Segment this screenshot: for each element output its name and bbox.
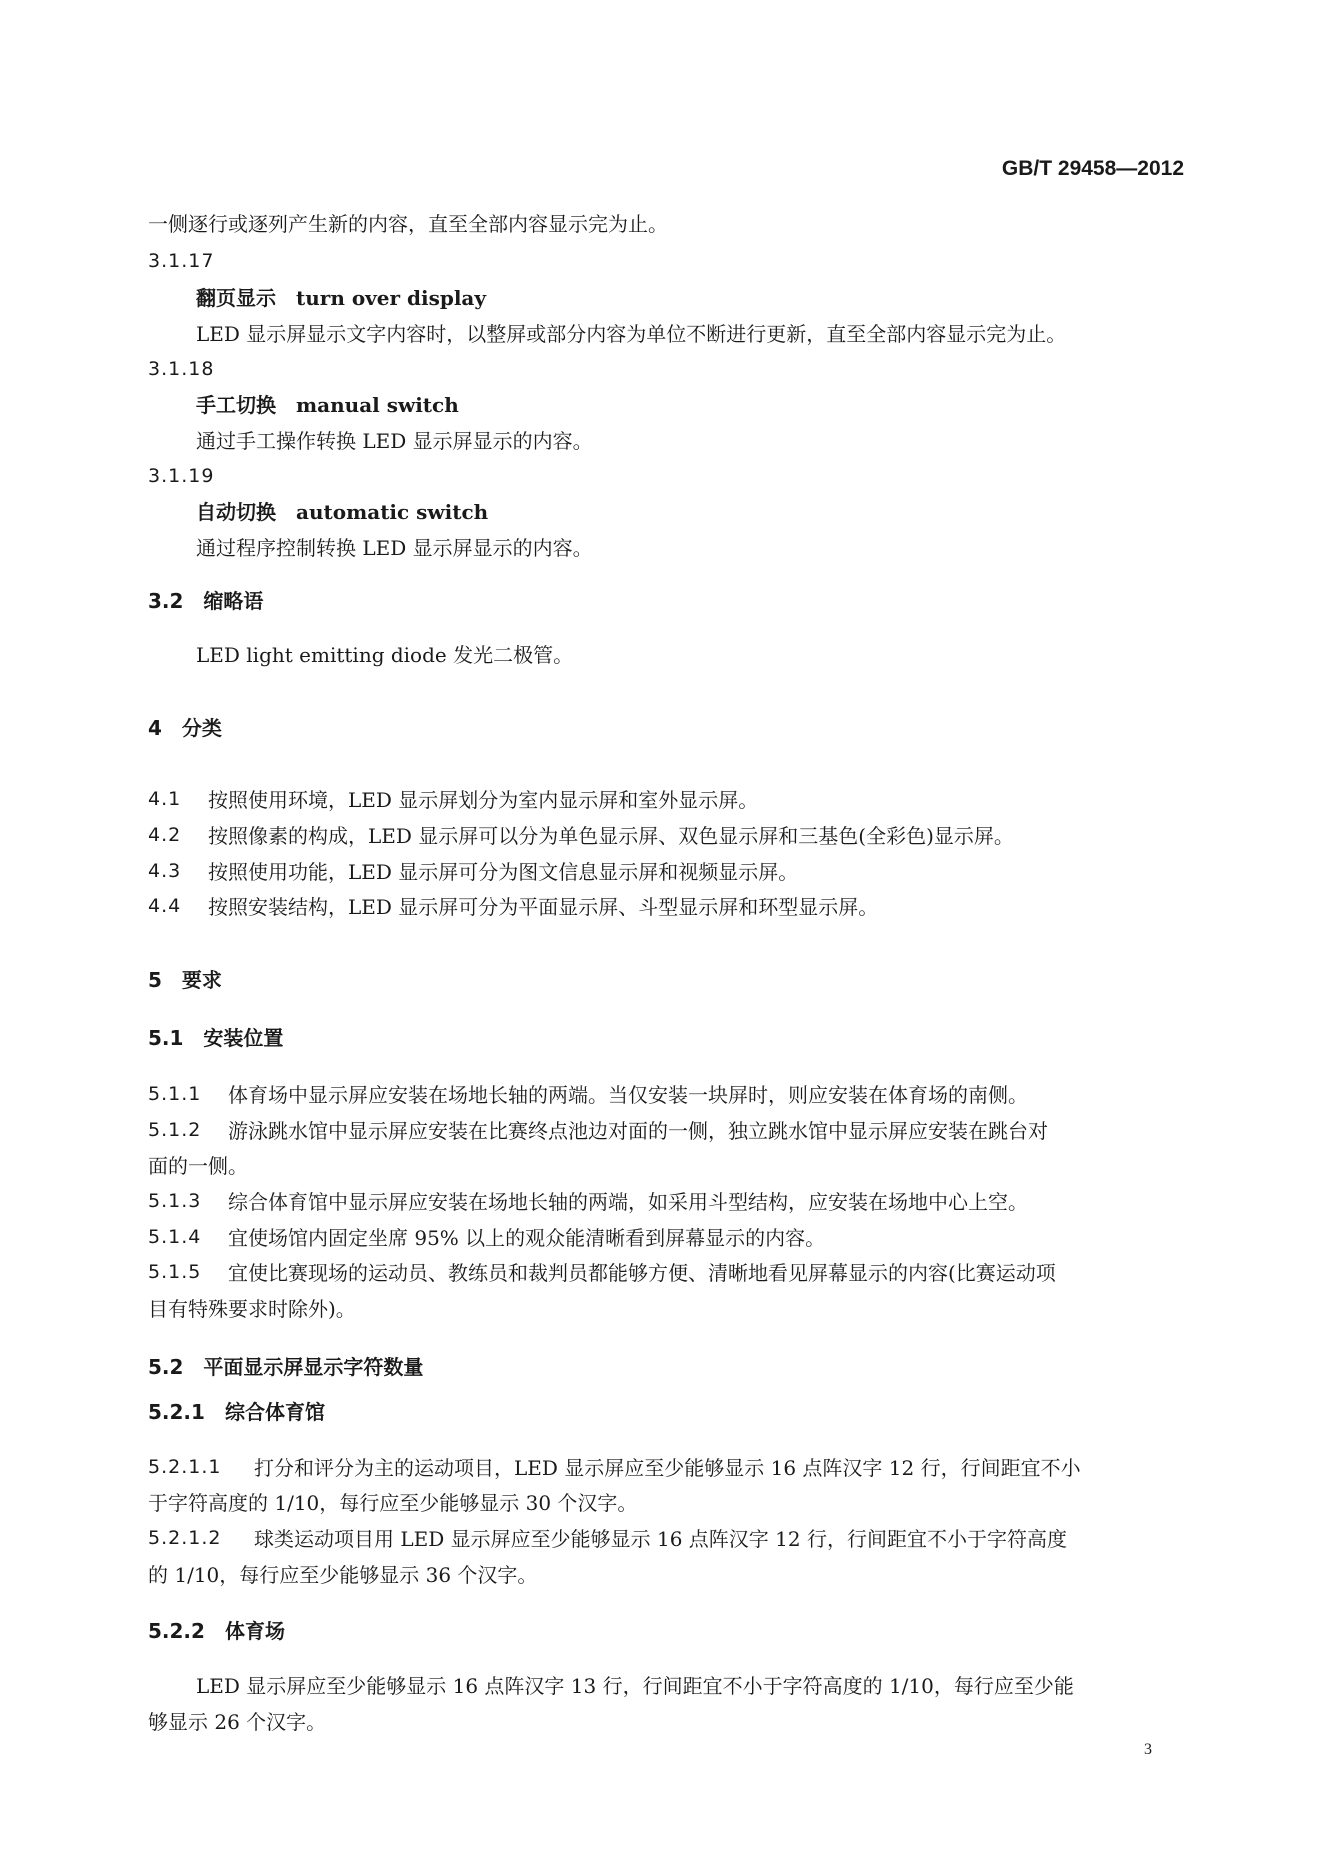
clause-text-5-2-2-line1: LED 显示屏应至少能够显示 16 点阵汉字 13 行，行间距宜不小于字符高度的 1/10，每行应至少能 [196, 1674, 1074, 1698]
clause-number-3-1-18: 3.1.18 [148, 358, 215, 380]
term-3-1-19: 自动切换 automatic switch [196, 500, 489, 524]
continued-line: 一侧逐行或逐列产生新的内容，直至全部内容显示完为止。 [148, 212, 668, 236]
page-number: 3 [1144, 1741, 1152, 1758]
term-3-1-17: 翻页显示 turn over display [196, 286, 487, 310]
clause-text-5-1-1: 体育场中显示屏应安装在场地长轴的两端。当仅安装一块屏时，则应安装在体育场的南侧。 [228, 1083, 1028, 1107]
abbreviation-led: LED light emitting diode 发光二极管。 [196, 643, 574, 667]
clause-text-4-1: 按照使用环境，LED 显示屏划分为室内显示屏和室外显示屏。 [208, 788, 759, 812]
clause-text-4-2: 按照像素的构成，LED 显示屏可以分为单色显示屏、双色显示屏和三基色(全彩色)显示屏。 [208, 824, 1014, 848]
clause-number-5-1-2: 5.1.2 [148, 1119, 202, 1141]
section-heading-5-1: 5.1 安装位置 [148, 1026, 284, 1050]
clause-number-4-2: 4.2 [148, 824, 182, 846]
clause-number-5-1-3: 5.1.3 [148, 1190, 202, 1212]
clause-text-5-1-5-line1: 宜使比赛现场的运动员、教练员和裁判员都能够方便、清晰地看见屏幕显示的内容(比赛运动项 [228, 1261, 1056, 1285]
section-heading-5-2-2: 5.2.2 体育场 [148, 1619, 285, 1643]
clause-text-5-2-1-1-line2: 于字符高度的 1/10，每行应至少能够显示 30 个汉字。 [148, 1491, 638, 1515]
section-heading-3-2: 3.2 缩略语 [148, 589, 264, 613]
clause-number-3-1-17: 3.1.17 [148, 250, 215, 272]
clause-number-5-2-1-1: 5.2.1.1 [148, 1456, 222, 1478]
chapter-heading-5: 5 要求 [148, 968, 222, 992]
definition-3-1-17: LED 显示屏显示文字内容时，以整屏或部分内容为单位不断进行更新，直至全部内容显示完为止。 [196, 322, 1067, 346]
chapter-heading-4: 4 分类 [148, 716, 222, 740]
clause-number-3-1-19: 3.1.19 [148, 465, 215, 487]
clause-number-5-1-1: 5.1.1 [148, 1083, 202, 1105]
clause-text-5-2-2-line2: 够显示 26 个汉字。 [148, 1710, 327, 1734]
definition-3-1-19: 通过程序控制转换 LED 显示屏显示的内容。 [196, 536, 593, 560]
clause-text-5-1-2-line1: 游泳跳水馆中显示屏应安装在比赛终点池边对面的一侧，独立跳水馆中显示屏应安装在跳台对 [228, 1119, 1048, 1143]
clause-text-4-4: 按照安装结构，LED 显示屏可分为平面显示屏、斗型显示屏和环型显示屏。 [208, 895, 879, 919]
clause-text-5-1-2-line2: 面的一侧。 [148, 1154, 248, 1178]
term-3-1-18: 手工切换 manual switch [196, 393, 459, 417]
clause-text-5-1-3: 综合体育馆中显示屏应安装在场地长轴的两端，如采用斗型结构，应安装在场地中心上空。 [228, 1190, 1028, 1214]
clause-text-5-2-1-2-line1: 球类运动项目用 LED 显示屏应至少能够显示 16 点阵汉字 12 行，行间距宜不小于字符高度 [254, 1527, 1067, 1551]
clause-text-5-2-1-2-line2: 的 1/10，每行应至少能够显示 36 个汉字。 [148, 1563, 538, 1587]
section-heading-5-2: 5.2 平面显示屏显示字符数量 [148, 1355, 424, 1379]
clause-number-5-1-5: 5.1.5 [148, 1261, 202, 1283]
clause-number-4-4: 4.4 [148, 895, 182, 917]
clause-text-4-3: 按照使用功能，LED 显示屏可分为图文信息显示屏和视频显示屏。 [208, 860, 799, 884]
clause-number-5-2-1-2: 5.2.1.2 [148, 1527, 222, 1549]
clause-number-4-1: 4.1 [148, 788, 182, 810]
definition-3-1-18: 通过手工操作转换 LED 显示屏显示的内容。 [196, 429, 593, 453]
clause-text-5-1-5-line2: 目有特殊要求时除外)。 [148, 1297, 356, 1321]
section-heading-5-2-1: 5.2.1 综合体育馆 [148, 1400, 325, 1424]
clause-number-4-3: 4.3 [148, 860, 182, 882]
clause-text-5-1-4: 宜使场馆内固定坐席 95% 以上的观众能清晰看到屏幕显示的内容。 [228, 1226, 826, 1250]
clause-text-5-2-1-1-line1: 打分和评分为主的运动项目，LED 显示屏应至少能够显示 16 点阵汉字 12 行，行间距宜不小 [254, 1456, 1081, 1480]
document-code: GB/T 29458—2012 [1001, 157, 1184, 180]
clause-number-5-1-4: 5.1.4 [148, 1226, 202, 1248]
